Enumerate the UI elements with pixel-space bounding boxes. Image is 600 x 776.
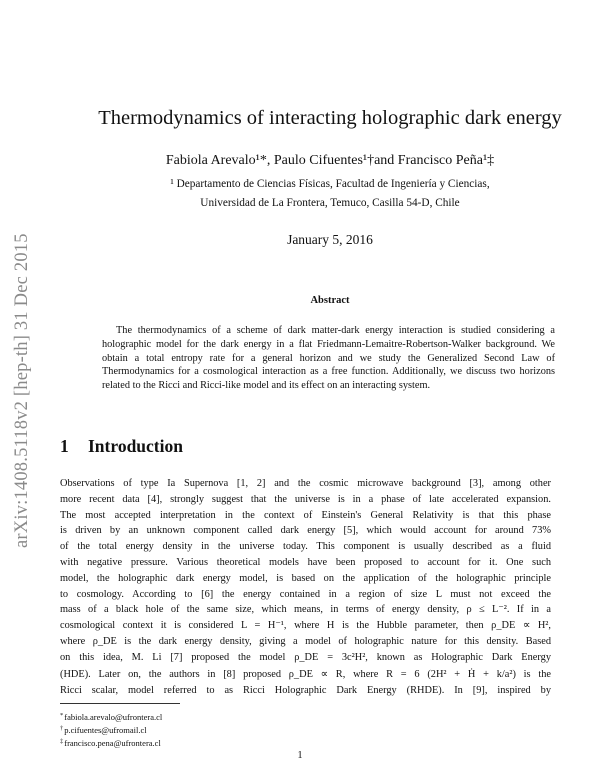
footnote-mark: *: [60, 712, 64, 719]
arxiv-identifier: arXiv:1408.5118v2 [hep-th] 31 Dec 2015: [12, 233, 32, 548]
footnote-mark: †: [60, 725, 64, 732]
footnote-email: p.cifuentes@ufromail.cl: [64, 725, 147, 735]
footnote-divider: [60, 703, 180, 704]
text-line: Ricci scalar, model referred to as Ricci Holographic Dark Energy (RHDE). In [9], inspired by: [60, 685, 551, 697]
abstract-text: The thermodynamics of a scheme of dark matter-dark energy interaction is studied considering a holographic model for the dark energy in a flat Friedmann-Lemaitre-Robertson-Walker background. We obtain a total entropy rate for a general horizon and we study the Generalized Second Law of Thermodynamics for a cosmological interaction as a free function. Additionally, we discuss two horizons related to the Ricci and Ricci-like model and its effect on an interacting system.: [102, 325, 555, 392]
text-line: cosmological context it is considered L = H⁻¹, where H is the Hubble parameter, then ρ_DE ∝ H²,: [60, 620, 551, 632]
section-heading: [60, 436, 183, 456]
footnote: [60, 723, 162, 736]
section-title: Introduction: [88, 436, 183, 456]
text-line: (HDE). Later on, the authors in [8] proposed ρ_DE ∝ R, where R = 6 (2H² + Ḣ + k/a²) is the: [60, 668, 551, 680]
section-number: 1: [60, 436, 69, 456]
footnote-email: francisco.pena@ufrontera.cl: [64, 738, 161, 748]
paper-title: Thermodynamics of interacting holographic dark energy: [98, 107, 562, 129]
text-line: where ρ_DE is the dark energy density, giving a model of holographic nature for this density. Based: [60, 635, 551, 647]
text-line: to cosmology. According to [6] the energy contained in a region of size L must not exceed the: [60, 588, 551, 600]
text-line: is driven by an unknown component called dark energy [5], which would account for around 73%: [60, 525, 551, 537]
text-line: with negative pressure. Various theoretical models have been proposed to account for it. One such: [60, 556, 551, 568]
footnote: [60, 736, 162, 749]
text-line: more recent data [4], strongly suggest that the universe is in a phase of late accelerated expansion.: [60, 493, 551, 505]
footnotes: [60, 710, 162, 749]
abstract-heading: Abstract: [310, 295, 350, 306]
paper-date: January 5, 2016: [287, 232, 373, 247]
text-line: of the total energy density in the universe today. This component is usually described as a fluid: [60, 541, 551, 553]
page-number: 1: [297, 750, 303, 761]
footnote-email: fabiola.arevalo@ufrontera.cl: [64, 712, 163, 722]
author-list: Fabiola Arevalo¹*, Paulo Cifuentes¹†and Francisco Peña¹‡: [165, 153, 495, 168]
footnote-mark: ‡: [60, 738, 64, 745]
affiliation-line-2: Universidad de La Frontera, Temuco, Casilla 54-D, Chile: [200, 197, 460, 209]
text-line: mass of a black hole of the same size, which means, in terms of energy density, ρ ≤ L⁻². If in a: [60, 604, 551, 616]
text-line: The most accepted interpretation in the context of Einstein's General Relativity is that this phase: [60, 509, 551, 521]
text-line: Observations of type Ia Supernova [1, 2] and the cosmic microwave background [3], among other: [60, 478, 551, 489]
affiliation-line-1: ¹ Departamento de Ciencias Físicas, Facultad de Ingeniería y Ciencias,: [170, 178, 490, 190]
introduction-text: [60, 476, 551, 699]
text-line: model, the holographic dark energy model, is based on the application of the holographic principle: [60, 572, 551, 584]
footnote: [60, 710, 162, 723]
text-line: on this idea, M. Li [7] proposed the model ρ_DE = 3c²H², known as Holographic Dark Energy: [60, 651, 551, 663]
